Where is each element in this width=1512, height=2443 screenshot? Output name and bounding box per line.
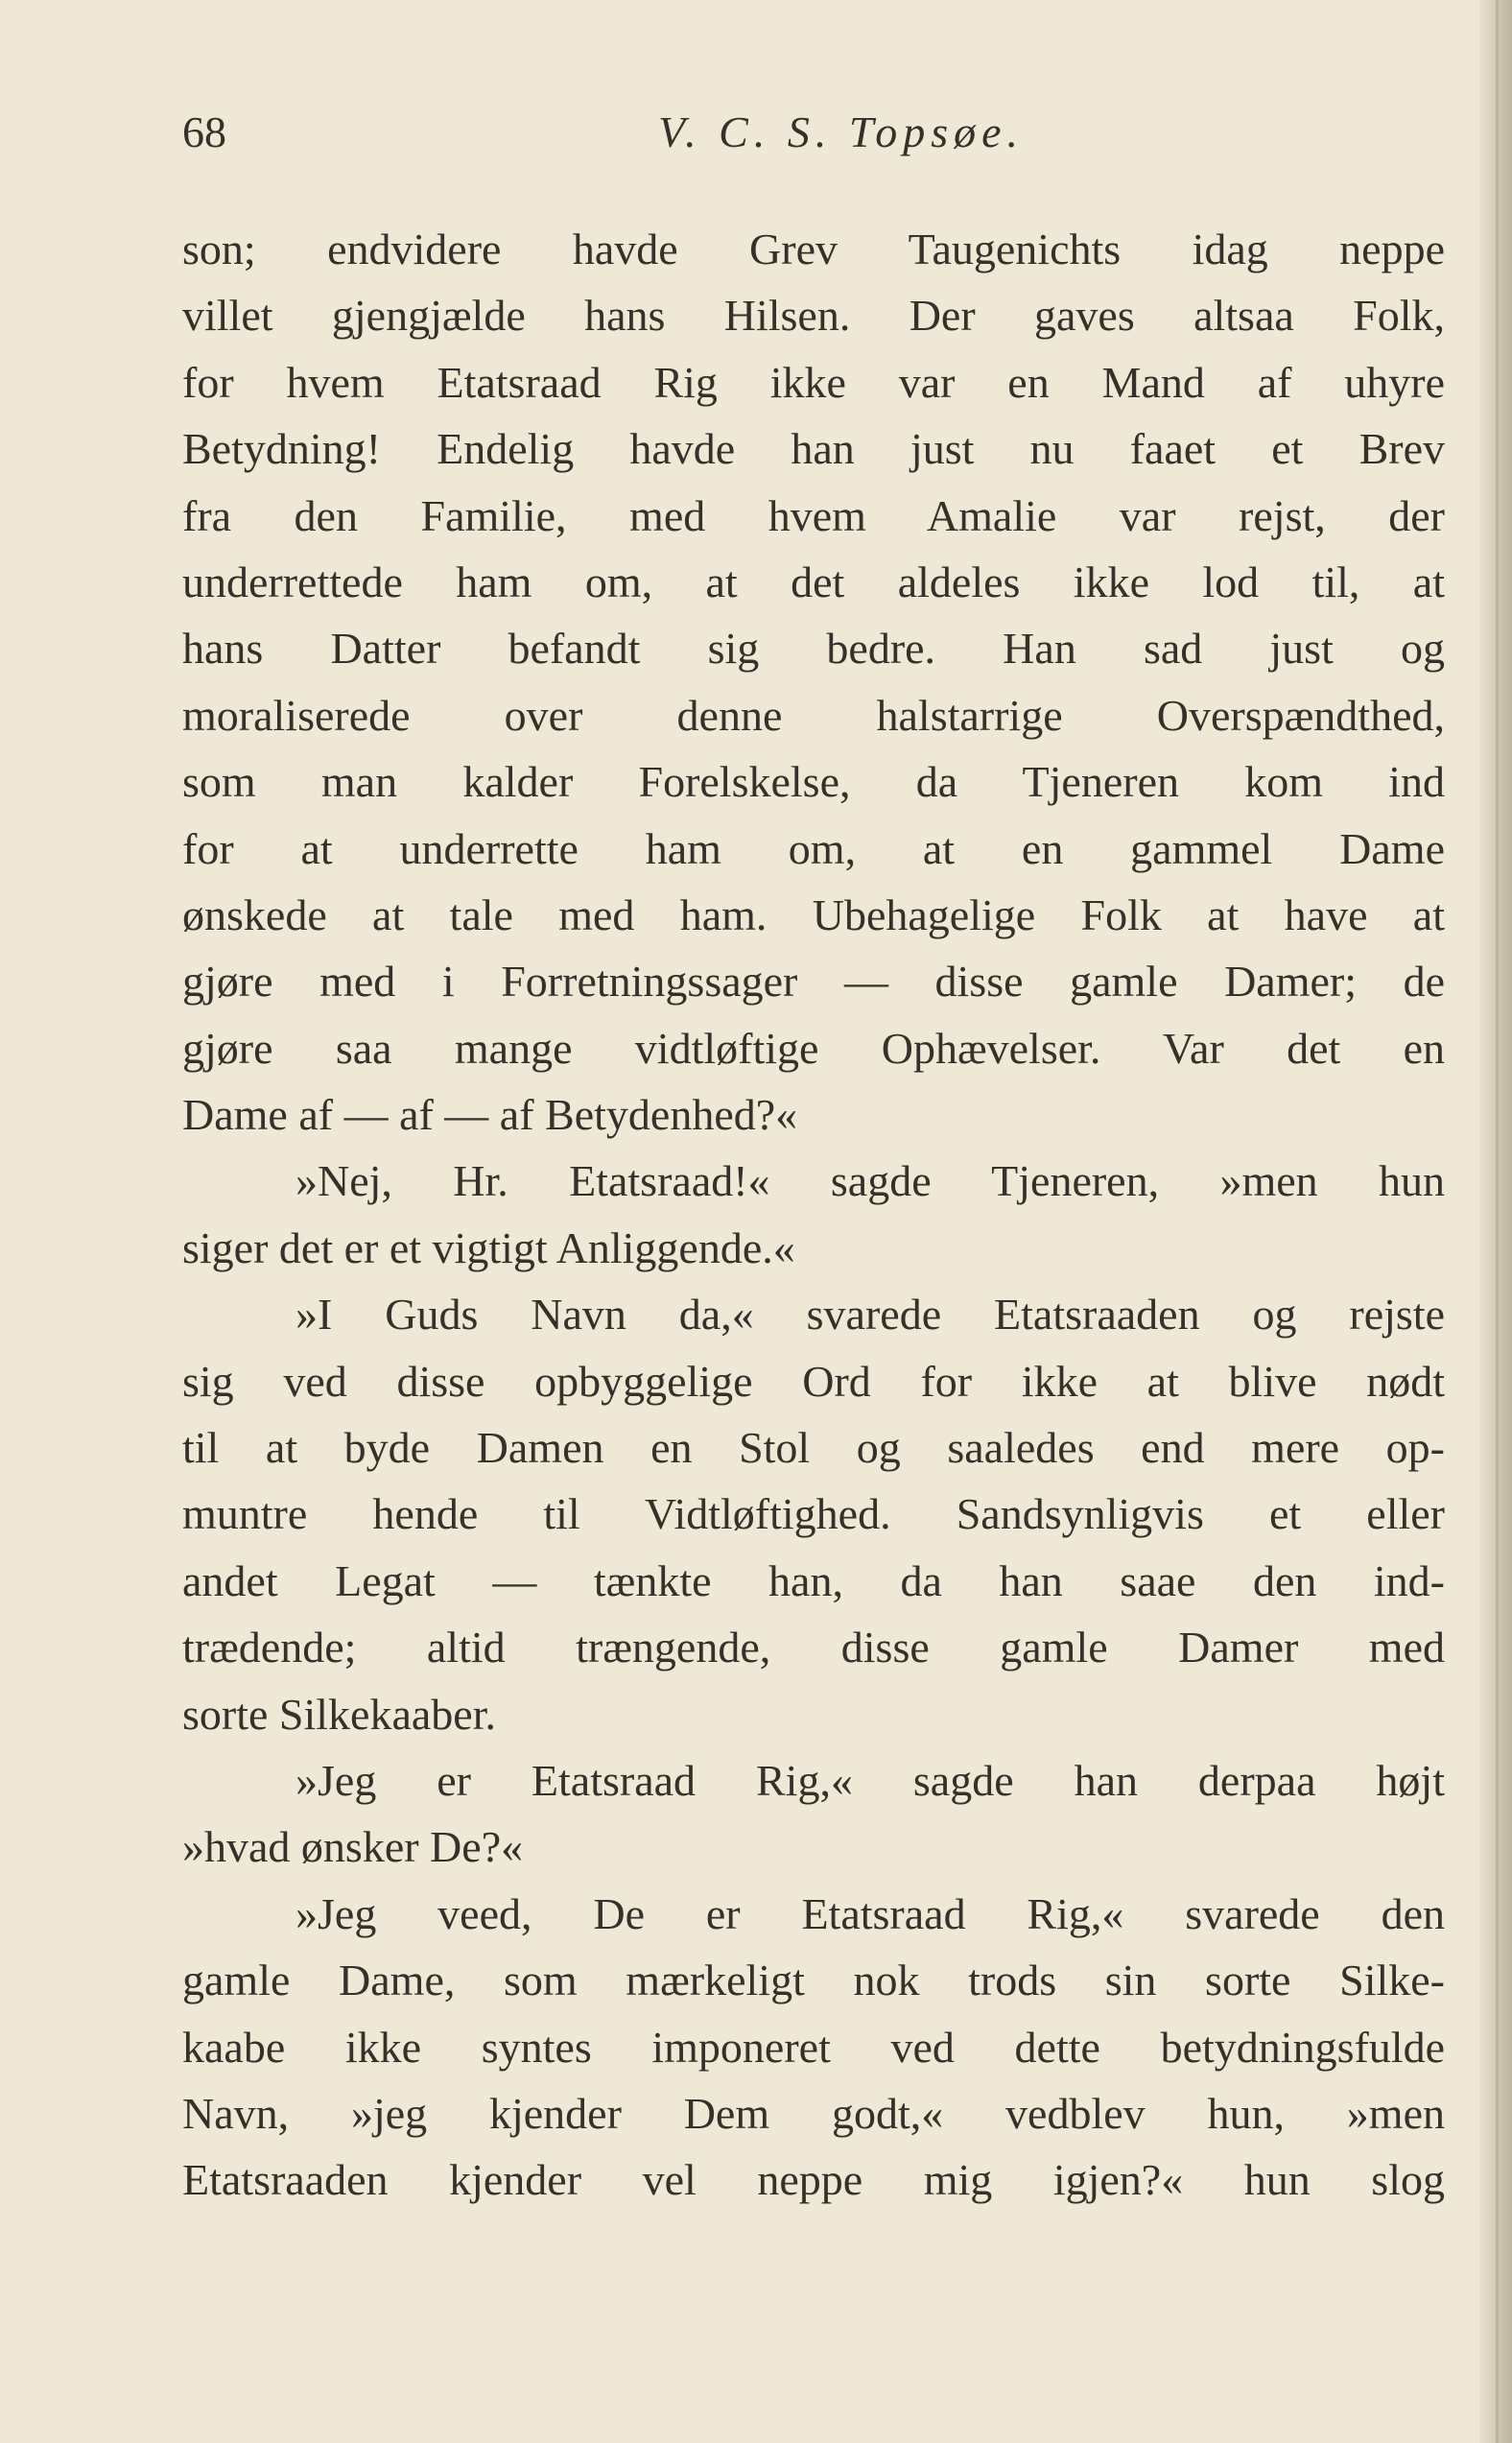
text-line: hans Datter befandt sig bedre. Han sad just og [182,624,1445,674]
text-line: Betydning! Endelig havde han just nu faaet et Brev [182,424,1445,474]
text-line: gjøre med i Forretningssager — disse gamle Damer; de [182,957,1445,1007]
text-line: »Jeg veed, De er Etatsraad Rig,« svarede den [295,1888,1445,1938]
text-line: ønskede at tale med ham. Ubehagelige Folk at have at [182,889,1445,939]
text-line: sorte Silkekaaber. [182,1689,497,1739]
running-head: V. C. S. Topsøe. [658,107,1025,156]
page-header [182,104,1445,161]
text-line: »I Guds Navn da,« svarede Etatsraaden og rejste [295,1290,1445,1340]
text-line: for at underrette ham om, at en gammel Dame [182,823,1445,873]
text-line: til at byde Damen en Stol og saaledes end mere op- [182,1423,1445,1473]
text-line: siger det er et vigtigt Anliggende.« [182,1222,795,1272]
text-line: »Nej, Hr. Etatsraad!« sagde Tjeneren, »men hun [295,1156,1445,1206]
text-line: fra den Familie, med hvem Amalie var rejst, der [182,490,1445,540]
text-line: Etatsraaden kjender vel neppe mig igjen?« hun slog [182,2155,1445,2205]
text-line: villet gjengjælde hans Hilsen. Der gaves altsaa Folk, [182,291,1445,341]
page-edge-line [1496,0,1499,2443]
text-line: trædende; altid trængende, disse gamle Damer med [182,1623,1445,1672]
text-line: kaabe ikke syntes imponeret ved dette betydningsfulde [182,2022,1445,2072]
body-text [182,216,1445,2214]
text-line: son; endvidere havde Grev Taugenichts idag neppe [182,225,1445,273]
text-line: »Jeg er Etatsraad Rig,« sagde han derpaa højt [295,1755,1445,1805]
text-line: moraliserede over denne halstarrige Overspændthed, [182,690,1445,740]
text-line: muntre hende til Vidtløftighed. Sandsynligvis et eller [182,1489,1445,1539]
page-number: 68 [182,107,226,156]
text-line: Dame af — af — af Betydenhed?« [182,1090,798,1140]
text-line: gamle Dame, som mærkeligt nok trods sin sorte Silke- [182,1956,1445,2005]
text-line: underrettede ham om, at det aldeles ikke lod til, at [182,557,1445,606]
text-line: »hvad ønsker De?« [182,1822,524,1872]
text-line: for hvem Etatsraad Rig ikke var en Mand af uhyre [182,357,1445,407]
text-line: Navn, »jeg kjender Dem godt,« vedblev hun, »men [182,2088,1445,2138]
text-line: som man kalder Forelskelse, da Tjeneren kom ind [182,757,1445,807]
text-line: sig ved disse opbyggelige Ord for ikke at blive nødt [182,1356,1445,1406]
text-line: andet Legat — tænkte han, da han saae den ind- [182,1555,1445,1605]
text-line: gjøre saa mange vidtløftige Ophævelser. Var det en [182,1023,1445,1073]
